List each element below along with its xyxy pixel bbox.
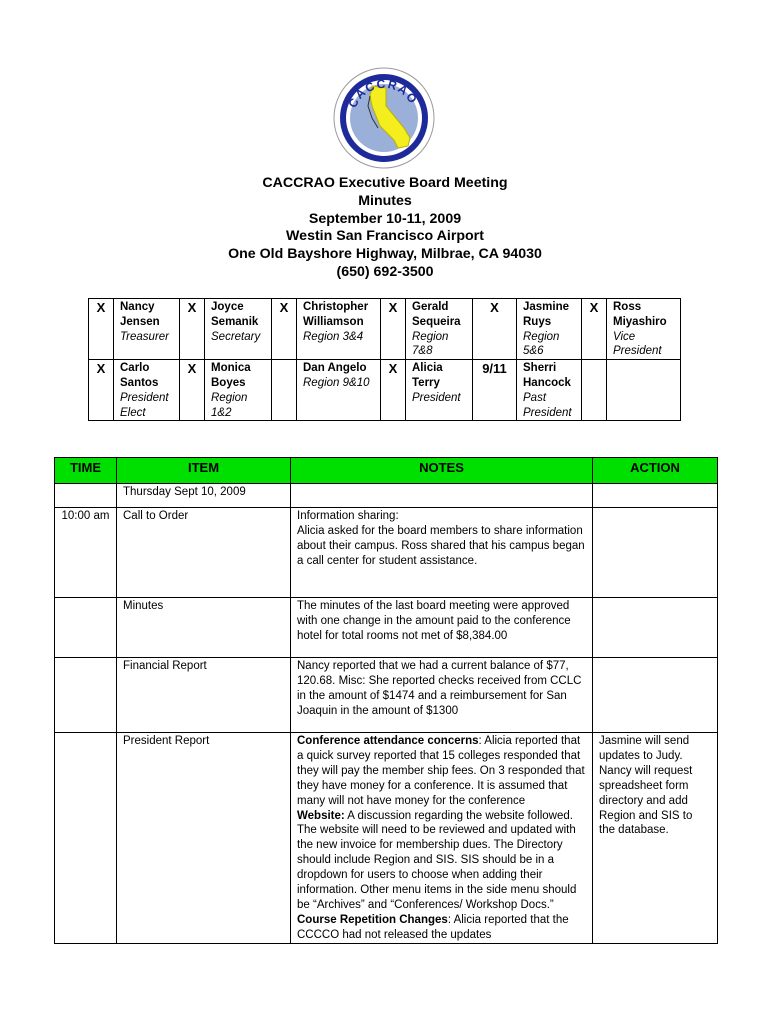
caccrao-logo — [332, 66, 436, 170]
attendance-mark: X — [89, 299, 114, 360]
notes-cell: Information sharing: Alicia asked for the board members to share information about their campus. Ross shared that his campus began a call center for student assistance. — [291, 508, 593, 598]
attendee: Nancy Jensen Treasurer — [114, 299, 180, 360]
date-row — [55, 484, 718, 508]
attendance-mark: X — [473, 299, 517, 360]
notes-cell — [291, 484, 593, 508]
attendee: Jasmine Ruys Region 5&6 — [517, 299, 582, 360]
attendee: Sherri Hancock Past President — [517, 360, 582, 421]
attendee — [607, 360, 681, 421]
item-cell: Thursday Sept 10, 2009 — [117, 484, 291, 508]
meeting-venue: Westin San Francisco Airport — [286, 228, 484, 245]
minutes-table — [54, 457, 718, 944]
table-row — [55, 598, 718, 658]
notes-header: NOTES — [291, 458, 593, 484]
attendance-mark — [582, 360, 607, 421]
attendance-mark: X — [582, 299, 607, 360]
attendee: Joyce Semanik Secretary — [205, 299, 272, 360]
attendee: Dan Angelo Region 9&10 — [297, 360, 381, 421]
attendee: Ross Miyashiro Vice President — [607, 299, 681, 360]
action-cell — [593, 508, 718, 598]
time-cell — [55, 598, 117, 658]
table-row — [55, 658, 718, 733]
minutes-header-row — [55, 458, 718, 484]
meeting-date: September 10-11, 2009 — [308, 210, 462, 227]
attendee: Christopher Williamson Region 3&4 — [297, 299, 381, 360]
action-cell — [593, 658, 718, 733]
attendee: Monica Boyes Region 1&2 — [205, 360, 272, 421]
action-cell — [593, 598, 718, 658]
attendance-row — [89, 360, 681, 421]
notes-paragraph: Course Repetition Changes: Alicia reported that the CCCCO had not released the updates — [297, 913, 569, 941]
table-row — [55, 508, 718, 598]
attendee: Gerald Sequeira Region 7&8 — [406, 299, 473, 360]
item-cell: Call to Order — [117, 508, 291, 598]
time-cell — [55, 733, 117, 944]
action-header: ACTION — [593, 458, 718, 484]
attendance-table — [88, 298, 681, 421]
document-type: Minutes — [358, 192, 412, 209]
logo-text: CACCRAO — [345, 76, 421, 110]
attendance-mark: 9/11 — [473, 360, 517, 421]
venue-phone: (650) 692-3500 — [336, 263, 434, 280]
document-header — [0, 175, 770, 282]
table-row — [55, 733, 718, 944]
action-cell: Jasmine will send updates to Judy. Nancy will request spreadsheet form directory and add Region and SIS to the database. — [593, 733, 718, 944]
attendance-mark — [272, 360, 297, 421]
attendance-row — [89, 299, 681, 360]
item-header: ITEM — [117, 458, 291, 484]
attendance-mark: X — [381, 299, 406, 360]
item-cell: President Report — [117, 733, 291, 944]
time-cell — [55, 484, 117, 508]
item-cell: Minutes — [117, 598, 291, 658]
notes-paragraph: Website: A discussion regarding the website followed. The website will need to be reviewed and updated with the new invoice for membership dues. The Directory should include Region and SIS. SIS should be in a dropdown for users to choose when adding their information. Other menu items in the side menu should be “Archives” and “Conferences/ Workshop Docs.” — [297, 809, 577, 911]
meeting-address: One Old Bayshore Highway, Milbrae, CA 94030 — [228, 246, 542, 263]
attendance-mark: X — [381, 360, 406, 421]
notes-cell — [291, 733, 593, 944]
attendance-mark: X — [180, 360, 205, 421]
notes-cell: The minutes of the last board meeting were approved with one change in the amount paid to the conference hotel for total rooms not met of $8,384.00 — [291, 598, 593, 658]
item-cell: Financial Report — [117, 658, 291, 733]
meeting-title: CACCRAO Executive Board Meeting — [262, 175, 508, 191]
attendance-mark: X — [89, 360, 114, 421]
action-cell — [593, 484, 718, 508]
attendee: Alicia Terry President — [406, 360, 473, 421]
attendance-mark: X — [180, 299, 205, 360]
time-cell: 10:00 am — [55, 508, 117, 598]
attendee: Carlo Santos President Elect — [114, 360, 180, 421]
notes-cell: Nancy reported that we had a current balance of $77, 120.68. Misc: She reported checks received from CCLC in the amount of $1474 and a reimbursement for San Joaquin in the amount of $1300 — [291, 658, 593, 733]
time-cell — [55, 658, 117, 733]
notes-paragraph: Conference attendance concerns: Alicia reported that a quick survey reported that 15 colleges responded that they will pay the member ship fees. On 3 responded that they have money for a conference. It is assumed that many will not have money for the conference — [297, 735, 585, 807]
time-header: TIME — [55, 458, 117, 484]
attendance-mark: X — [272, 299, 297, 360]
